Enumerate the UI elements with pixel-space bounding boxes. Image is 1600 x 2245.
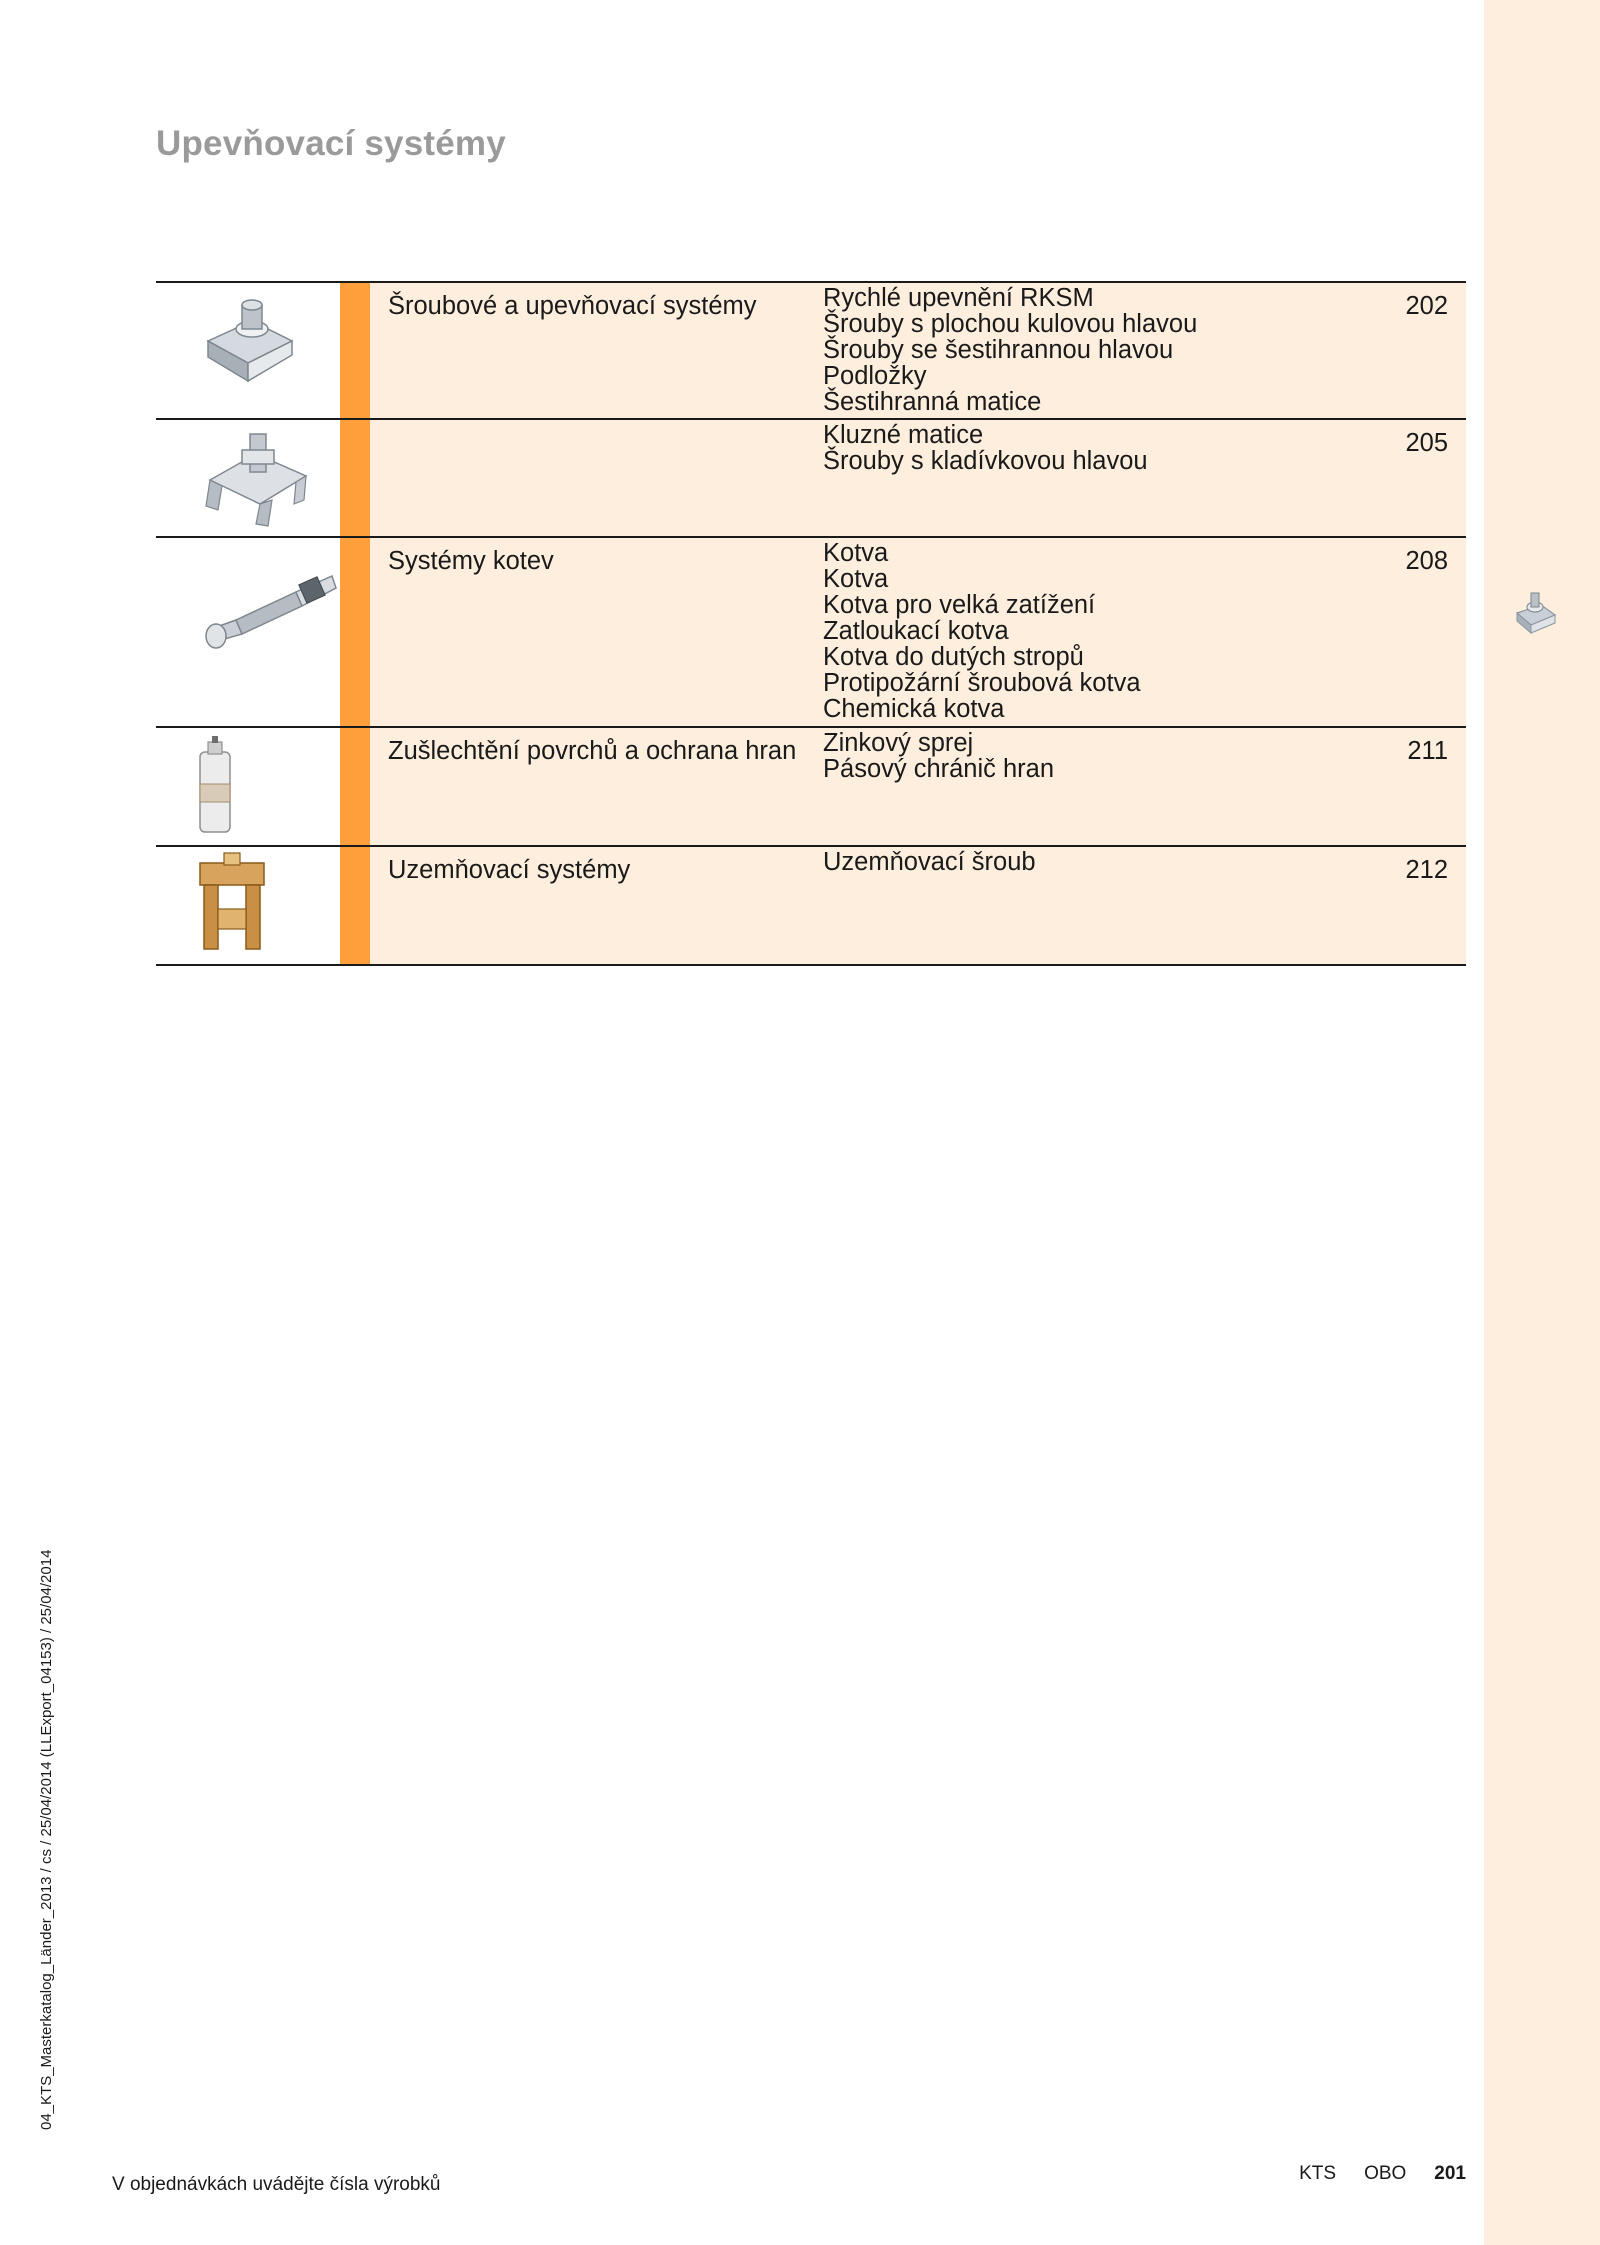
accent-bar	[340, 847, 370, 964]
quick-fastener-icon	[156, 283, 340, 418]
spray-can-icon	[156, 728, 340, 845]
list-item[interactable]: Rychlé upevnění RKSM	[823, 284, 1094, 312]
slide-nut-icon	[156, 420, 340, 536]
table-row[interactable]	[156, 283, 1466, 420]
category-label: Zušlechtění povrchů a ochrana hran	[388, 737, 797, 765]
item-list	[823, 283, 1343, 418]
list-item[interactable]: Podložky	[823, 362, 927, 390]
item-list	[823, 420, 1343, 536]
accent-bar	[340, 538, 370, 726]
page-reference[interactable]: 211	[1407, 737, 1448, 765]
list-item[interactable]: Chemická kotva	[823, 695, 1005, 723]
list-item[interactable]: Kluzné matice	[823, 421, 984, 449]
list-item[interactable]: Kotva	[823, 565, 889, 593]
product-image-cell	[156, 538, 340, 726]
category-label	[370, 420, 823, 536]
list-item[interactable]: Šestihranná matice	[823, 388, 1042, 416]
footer-kts: KTS	[1299, 2163, 1337, 2184]
list-item[interactable]: Pásový chránič hran	[823, 755, 1055, 783]
list-item[interactable]: Kotva	[823, 539, 889, 567]
table-row[interactable]	[156, 847, 1466, 966]
list-item[interactable]: Uzemňovací šroub	[823, 848, 1036, 876]
product-image-cell	[156, 847, 340, 964]
item-list	[823, 538, 1343, 726]
accent-bar	[340, 728, 370, 845]
list-item[interactable]: Kotva pro velká zatížení	[823, 591, 1096, 619]
side-strip	[1484, 0, 1600, 2245]
category-label: Uzemňovací systémy	[388, 856, 631, 884]
row-content	[370, 728, 1466, 845]
page-reference[interactable]: 212	[1405, 856, 1448, 884]
page-title: Upevňovací systémy	[156, 124, 506, 163]
contents-table	[156, 281, 1466, 966]
table-row[interactable]	[156, 728, 1466, 847]
page-reference[interactable]: 205	[1405, 429, 1448, 457]
footer-obo: OBO	[1364, 2163, 1407, 2184]
product-image-cell	[156, 420, 340, 536]
list-item[interactable]: Zinkový sprej	[823, 729, 974, 757]
row-content	[370, 420, 1466, 536]
page-number: 201	[1434, 2163, 1466, 2184]
product-image-cell	[156, 728, 340, 845]
table-row[interactable]	[156, 538, 1466, 728]
list-item[interactable]: Kotva do dutých stropů	[823, 643, 1084, 671]
row-content	[370, 538, 1466, 726]
list-item[interactable]: Šrouby se šestihrannou hlavou	[823, 336, 1174, 364]
page-reference[interactable]: 208	[1405, 547, 1448, 575]
accent-bar	[340, 283, 370, 418]
item-list	[823, 847, 1343, 964]
list-item[interactable]: Zatloukací kotva	[823, 617, 1009, 645]
category-label: Šroubové a upevňovací systémy	[388, 292, 757, 320]
document-id: 04_KTS_Masterkatalog_Länder_2013 / cs / 25/04/2014 (LLExport_04153) / 25/04/2014	[38, 1549, 55, 2130]
product-image-cell	[156, 283, 340, 418]
category-label: Systémy kotev	[388, 547, 554, 575]
list-item[interactable]: Protipožární šroubová kotva	[823, 669, 1141, 697]
row-content	[370, 283, 1466, 418]
list-item[interactable]: Šrouby s plochou kulovou hlavou	[823, 310, 1198, 338]
page-reference[interactable]: 202	[1405, 292, 1448, 320]
earthing-screw-icon	[156, 847, 340, 964]
accent-bar	[340, 420, 370, 536]
row-content	[370, 847, 1466, 964]
footer-brand	[1299, 2163, 1466, 2185]
list-item[interactable]: Šrouby s kladívkovou hlavou	[823, 447, 1148, 475]
fastener-thumbnail-icon	[1505, 585, 1565, 645]
anchor-bolt-icon	[156, 538, 340, 726]
footer-note: V objednávkách uvádějte čísla výrobků	[112, 2174, 441, 2195]
table-row[interactable]	[156, 420, 1466, 538]
item-list	[823, 728, 1343, 845]
